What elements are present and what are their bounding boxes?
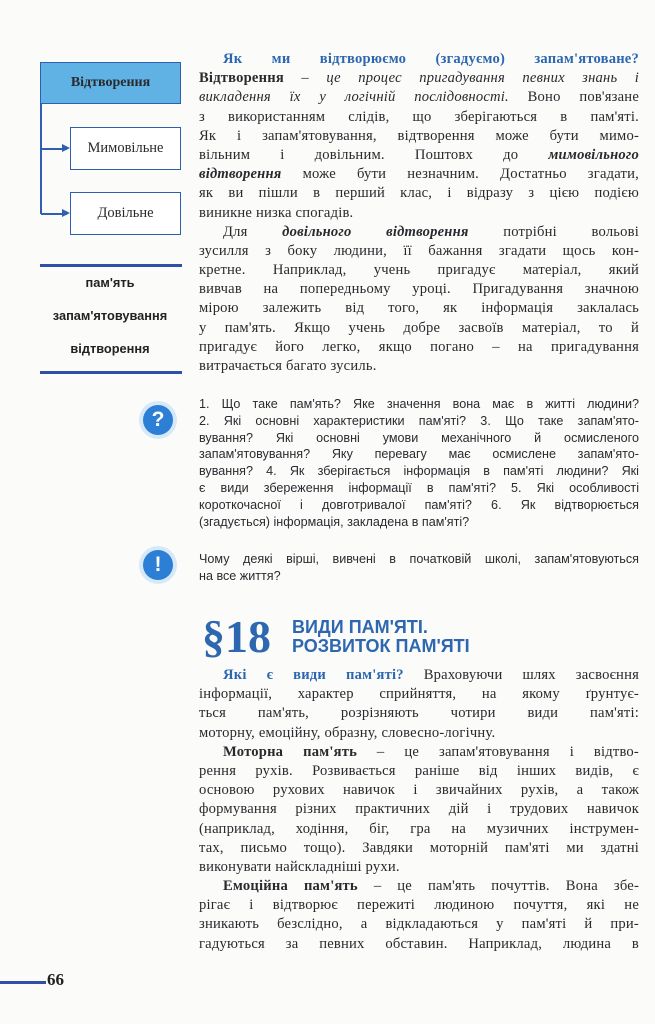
text-line: витрачається багато зусиль. xyxy=(199,358,377,374)
text-line: кретне. Наприклад, учень пригадує матеріал, який xyxy=(199,262,639,279)
question-line: є види збереження інформації в пам'яті? 5. Які особливості xyxy=(199,480,639,495)
text-line: мірою залежить від того, як інформація заклалась xyxy=(199,300,639,317)
section-title xyxy=(292,618,470,656)
task-line: на все життя? xyxy=(199,568,281,583)
text-line xyxy=(199,877,639,896)
text: потрібні вольові xyxy=(468,223,639,240)
diagram-child-voluntary: Довільне xyxy=(70,192,181,235)
task xyxy=(199,551,639,585)
page-number-rule xyxy=(0,981,46,984)
section2-text xyxy=(199,666,639,954)
term: Моторна пам'ять xyxy=(223,743,357,760)
text-line xyxy=(199,666,639,685)
text-line: основою рухових навичок і звичайних рухів, а також xyxy=(199,782,639,799)
divider xyxy=(40,264,182,267)
key-term: пам'ять xyxy=(85,275,135,290)
question-line: 2. Які основні характеристики пам'яті? 3. Що таке запам'ято- xyxy=(199,413,639,428)
text-line xyxy=(199,146,639,165)
term: Відтворення xyxy=(199,70,284,87)
term: Емоційна пам'ять xyxy=(223,878,358,895)
text: викладення їх у логічній послідовності. xyxy=(199,89,509,106)
text-line: з використанням слідів, що зберігаються в пам'яті. xyxy=(199,108,639,125)
text-line: (наприклад, ходіння, біг, гра на музичних інструмен- xyxy=(199,820,639,837)
text-line: тах, письмо тощо). Завдяки моторній пам'яті ми здатні xyxy=(199,839,639,856)
text-line: виконувати найскладніші рухи. xyxy=(199,858,400,875)
question-line: 1. Що таке пам'ять? Яке значення вона має в житті людини? xyxy=(199,397,639,411)
question-line: (згадується) інформація, закладена в пам'яті? xyxy=(199,514,470,529)
term: відтворення xyxy=(199,166,282,183)
text: Воно пов'язане xyxy=(508,89,639,106)
text-line: рення рухів. Розвивається раніше від інших видів, є xyxy=(199,762,639,779)
diagram-child-involuntary: Мимовільне xyxy=(70,127,181,170)
text-line xyxy=(199,743,639,762)
page-number: 66 xyxy=(47,970,64,989)
text: – xyxy=(283,70,327,87)
diagram-root-box: Відтворення xyxy=(40,62,181,104)
text: може бути незначним. Достатньо згадати, xyxy=(281,166,639,183)
text-line: вивчав на попередньому уроці. Пригадування значною xyxy=(199,281,639,298)
text-line: рігає і відтворює пережиті людиною почуття, які не xyxy=(199,897,639,914)
text-line: як ви пішли в перший клас, і відразу з цією подією xyxy=(199,185,639,202)
text-line: у пам'ять. Якщо учень добре засвоїв матеріал, то й xyxy=(199,319,639,336)
text-line: моторну, емоційну, образну, словесно-логічну. xyxy=(199,724,496,741)
question-line: вування? 4. Як зберігається інформація в пам'яті людини? Які xyxy=(199,464,639,479)
review-questions xyxy=(199,396,639,530)
divider xyxy=(40,371,182,374)
section-title-line: РОЗВИТОК ПАМ'ЯТІ xyxy=(292,636,470,656)
question-icon: ? xyxy=(143,405,173,435)
text-line: ться пам'ять, розрізняють чотири види пам'яті: xyxy=(199,705,639,722)
task-line: Чому деякі вірші, вивчені в початковій школі, запам'ятовуються xyxy=(199,552,639,566)
text-line: зусилля з боку людини, її бажання згадати щось кон- xyxy=(199,242,639,259)
term: мимовільного xyxy=(548,146,639,163)
arrow-icon xyxy=(62,209,70,217)
section-number: §18 xyxy=(202,611,271,662)
exclamation-icon: ! xyxy=(143,550,173,580)
section-title-line: ВИДИ ПАМ'ЯТІ. xyxy=(292,617,428,637)
definition: це процес пригадування певних знань і xyxy=(326,70,639,87)
text-line xyxy=(199,69,639,88)
key-term: запам'ятовування xyxy=(52,308,168,323)
text-line xyxy=(199,88,639,107)
text-line: Як і запам'ятовування, відтворення може бути мимо- xyxy=(199,127,639,144)
text-line: формування різних практичних дій і трудових навичок xyxy=(199,801,639,818)
text-line: пригадує його легко, якщо погано – на пригадування xyxy=(199,338,639,355)
section-question: Як ми відтворюємо (згадуємо) запам'ятоване? xyxy=(223,51,639,67)
question-line: вування? Які основні умови механічного й осмисленого xyxy=(199,430,639,445)
text-line: виникне низка спогадів. xyxy=(199,204,354,221)
diagram-connector-line xyxy=(40,104,42,214)
text-line xyxy=(199,223,639,242)
text: – це запам'ятовування і відтво- xyxy=(357,743,639,760)
text-line: інформації, характер сприйняття, на якому ґрунтує- xyxy=(199,686,639,703)
text: Враховуючи шлях засвоєння xyxy=(403,667,639,683)
text-line: гадуються за певних обставин. Наприклад, людина в xyxy=(199,935,639,952)
text: – це пам'ять почуттів. Вона збе- xyxy=(357,878,639,895)
question-line: запам'ятовування? Яку перевагу має осмислене запам'ято- xyxy=(199,447,639,462)
key-term: відтворення xyxy=(70,341,150,356)
text-line: зникають безслідно, а відкладаються у пам'яті й при- xyxy=(199,916,639,933)
section-question: Які є види пам'яті? xyxy=(223,667,404,683)
text: вільним і довільним. Поштовх до xyxy=(199,146,549,163)
term: довільного відтворення xyxy=(282,223,469,240)
question-line: короткочасної і довготривалої пам'яті? 6. Як відтворюється xyxy=(199,497,639,512)
arrow-icon xyxy=(62,144,70,152)
section1-text xyxy=(199,50,639,376)
text: Для xyxy=(223,223,283,240)
text-line xyxy=(199,165,639,184)
